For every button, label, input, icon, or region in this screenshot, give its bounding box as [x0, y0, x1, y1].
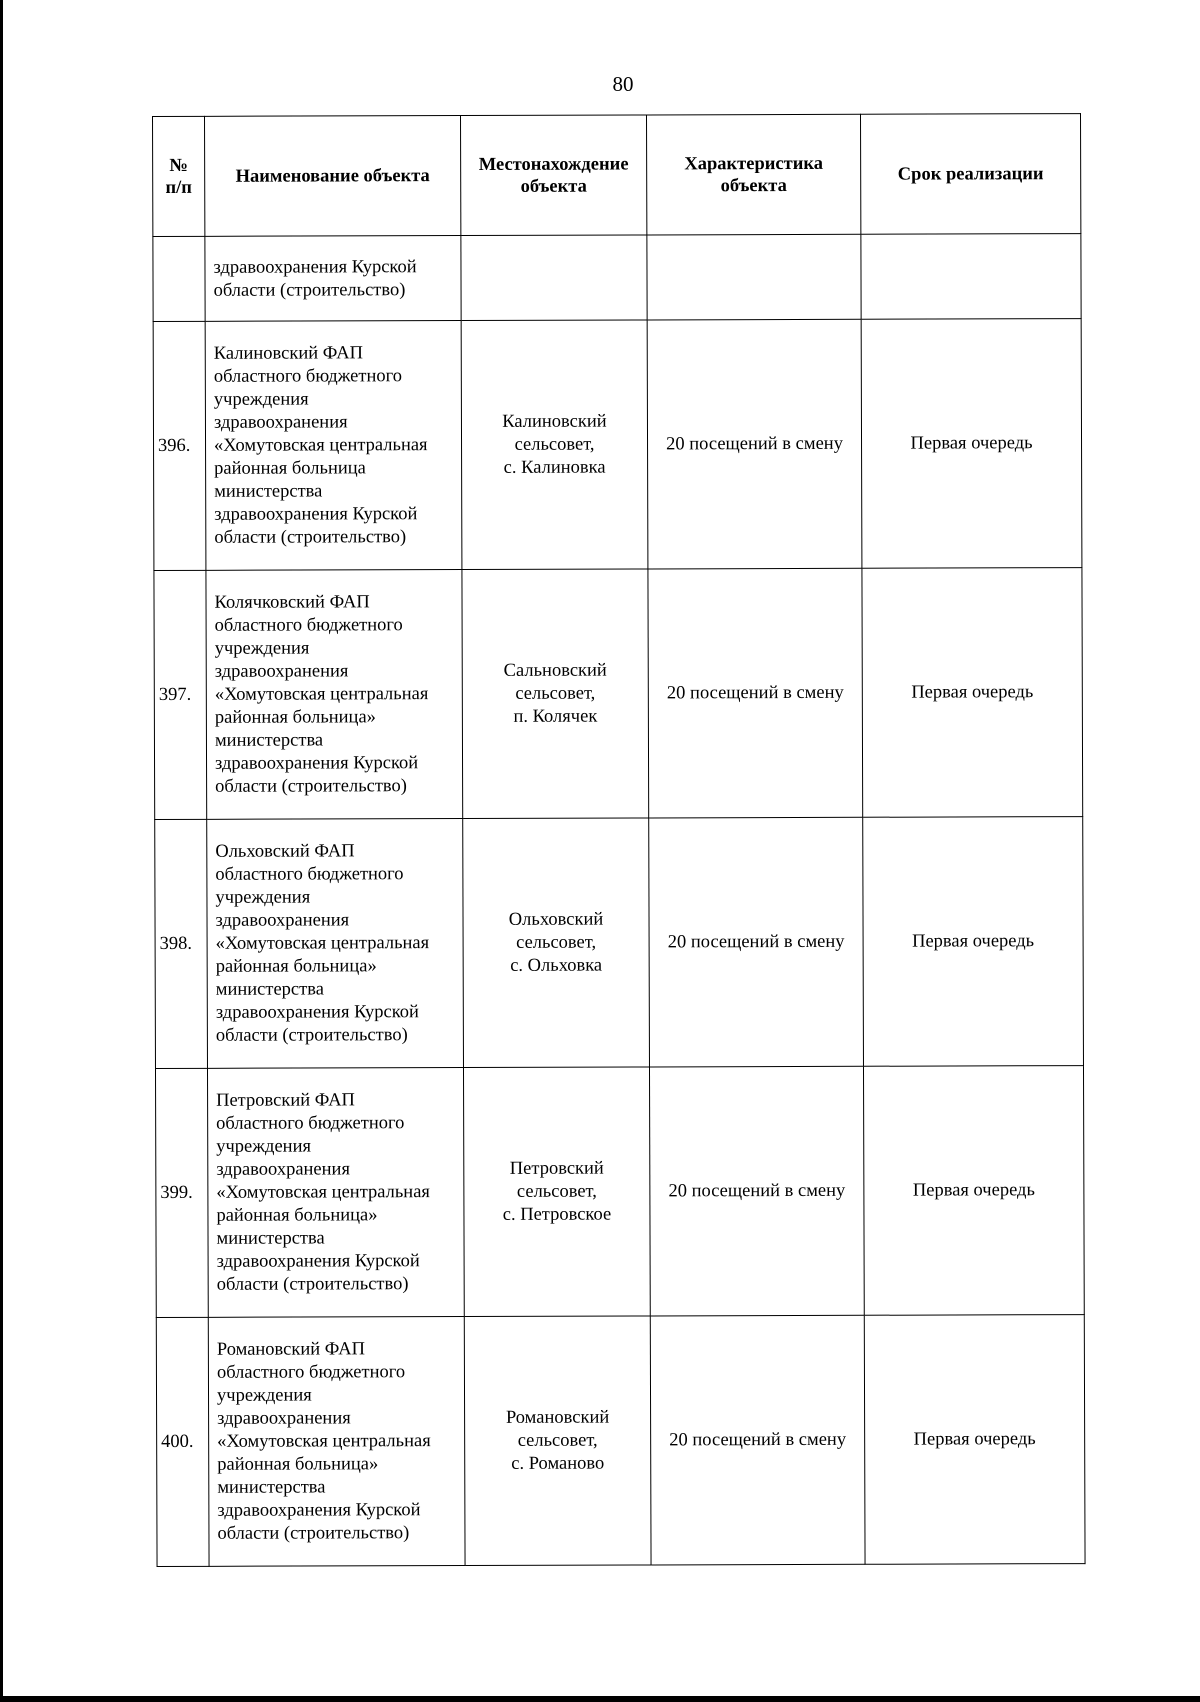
- cell-location: [464, 1316, 651, 1566]
- name-line: здравоохранения: [214, 660, 349, 682]
- header-location-line: Местонахождение: [478, 154, 629, 175]
- cell-name: [206, 570, 463, 820]
- name-line: области (строительство): [215, 775, 407, 797]
- name-line: области (строительство): [217, 1522, 410, 1544]
- name-line: районная больница»: [214, 706, 376, 728]
- name-line: Калиновский ФАП: [213, 342, 363, 364]
- name-line: «Хомутовская центральная: [216, 1181, 430, 1203]
- scan-edge-left: [0, 0, 3, 1702]
- name-line: Петровский ФАП: [216, 1089, 355, 1111]
- cell-num: 397.: [154, 570, 207, 819]
- scan-edge-bottom: [0, 1696, 1200, 1702]
- cell-characteristic: 20 посещений в смену: [649, 1066, 864, 1316]
- name-line: учреждения: [215, 887, 311, 908]
- location-line: сельсовет,: [516, 932, 597, 953]
- header-num: [153, 116, 205, 236]
- header-term: Срок реализации: [860, 114, 1080, 235]
- table-row: [154, 568, 1083, 820]
- name-line: районная больница»: [215, 955, 377, 977]
- name-line: области (строительство): [213, 280, 406, 301]
- name-line: учреждения: [216, 1385, 312, 1406]
- cell-term: Первая очередь: [863, 817, 1084, 1067]
- cell-characteristic: 20 посещений в смену: [648, 568, 863, 818]
- cell-num: 398.: [155, 819, 208, 1068]
- header-location-line: объекта: [520, 176, 587, 197]
- header-characteristic: [646, 114, 860, 235]
- continuation-row: [153, 234, 1081, 322]
- location-line: сельсовет,: [517, 1430, 598, 1451]
- location-line: Романовский: [505, 1407, 610, 1428]
- location-line: Сальновский: [503, 660, 607, 681]
- header-row: [153, 114, 1081, 237]
- location-line: сельсовет,: [516, 1181, 597, 1202]
- page-number: 80: [612, 72, 634, 96]
- location-line: Петровский: [509, 1158, 604, 1179]
- cell-characteristic: 20 посещений в смену: [647, 319, 862, 569]
- objects-table: [152, 113, 1086, 1567]
- name-line: «Хомутовская центральная: [214, 683, 429, 705]
- location-line: с. Петровское: [502, 1204, 612, 1225]
- name-line: Романовский ФАП: [216, 1338, 365, 1360]
- name-line: здравоохранения: [213, 411, 348, 433]
- cell-term: Первая очередь: [864, 1315, 1085, 1565]
- name-line: «Хомутовская центральная: [217, 1430, 431, 1452]
- cell-location: [463, 818, 650, 1068]
- name-line: здравоохранения Курской: [215, 752, 419, 774]
- name-line: здравоохранения: [216, 1158, 350, 1180]
- cell-characteristic: [647, 234, 861, 320]
- cell-name: [207, 819, 464, 1069]
- table-body: [153, 234, 1085, 1567]
- name-line: здравоохранения Курской: [217, 1499, 421, 1521]
- cell-name: [205, 321, 462, 571]
- name-line: области (строительство): [215, 1024, 408, 1046]
- header-characteristic-line: объекта: [720, 175, 787, 196]
- name-line: области (строительство): [214, 526, 407, 548]
- cell-location: [461, 235, 647, 321]
- location-line: сельсовет,: [515, 683, 596, 704]
- name-line: учреждения: [213, 389, 309, 410]
- name-line: Ольховский ФАП: [215, 840, 355, 862]
- header-characteristic-line: Характеристика: [684, 153, 824, 174]
- name-line: областного бюджетного: [214, 614, 403, 636]
- cell-num: [153, 236, 205, 321]
- name-line: министерства: [216, 1227, 325, 1249]
- name-line: районная больница: [214, 457, 366, 479]
- cell-num: 396.: [153, 321, 206, 570]
- name-line: министерства: [215, 978, 324, 1000]
- location-line: Ольховский: [508, 909, 604, 930]
- name-line: районная больница»: [217, 1453, 379, 1475]
- name-line: «Хомутовская центральная: [214, 434, 428, 456]
- header-name: Наименование объекта: [205, 116, 461, 237]
- location-line: с. Калиновка: [503, 457, 606, 478]
- name-line: министерства: [214, 729, 324, 751]
- name-line: здравоохранения: [215, 909, 350, 931]
- cell-num: 399.: [155, 1068, 208, 1317]
- cell-num: 400.: [156, 1317, 209, 1566]
- name-line: здравоохранения Курской: [215, 1001, 419, 1023]
- header-num-line: №: [169, 155, 188, 176]
- name-line: министерства: [217, 1476, 326, 1498]
- name-line: «Хомутовская центральная: [215, 932, 430, 954]
- location-line: с. Ольховка: [510, 955, 603, 976]
- name-line: областного бюджетного: [216, 1112, 405, 1134]
- cell-name: [205, 236, 461, 322]
- name-line: здравоохранения Курской: [216, 1250, 420, 1272]
- name-line: учреждения: [216, 1136, 312, 1157]
- name-line: областного бюджетного: [216, 1361, 406, 1383]
- name-line: областного бюджетного: [215, 863, 404, 885]
- name-line: районная больница»: [216, 1204, 378, 1226]
- cell-location: [461, 320, 648, 570]
- table-row: [155, 1066, 1084, 1318]
- name-line: министерства: [214, 480, 323, 502]
- cell-name: [208, 1317, 465, 1567]
- cell-term: Первая очередь: [863, 1066, 1084, 1316]
- location-line: Калиновский: [502, 411, 607, 432]
- header-num-line: п/п: [165, 177, 192, 198]
- table-row: [153, 319, 1082, 571]
- cell-name: [207, 1068, 464, 1318]
- cell-characteristic: 20 посещений в смену: [649, 817, 864, 1067]
- name-line: учреждения: [214, 638, 310, 659]
- name-line: здравоохранения: [217, 1407, 351, 1429]
- cell-location: [462, 569, 649, 819]
- cell-location: [463, 1067, 650, 1317]
- name-line: области (строительство): [216, 1273, 409, 1295]
- table-row: [156, 1315, 1085, 1567]
- name-line: Колячковский ФАП: [214, 591, 370, 613]
- cell-characteristic: 20 посещений в смену: [650, 1315, 865, 1565]
- cell-term: Первая очередь: [861, 319, 1082, 569]
- cell-term: Первая очередь: [862, 568, 1083, 818]
- header-location: [461, 115, 647, 236]
- location-line: с. Романово: [511, 1453, 605, 1474]
- table-row: [155, 817, 1084, 1069]
- location-line: п. Колячек: [513, 706, 598, 727]
- name-line: здравоохранения Курской: [214, 503, 418, 525]
- cell-term: [861, 234, 1081, 320]
- location-line: сельсовет,: [514, 434, 595, 455]
- name-line: областного бюджетного: [213, 365, 403, 387]
- name-line: здравоохранения Курской: [213, 257, 417, 278]
